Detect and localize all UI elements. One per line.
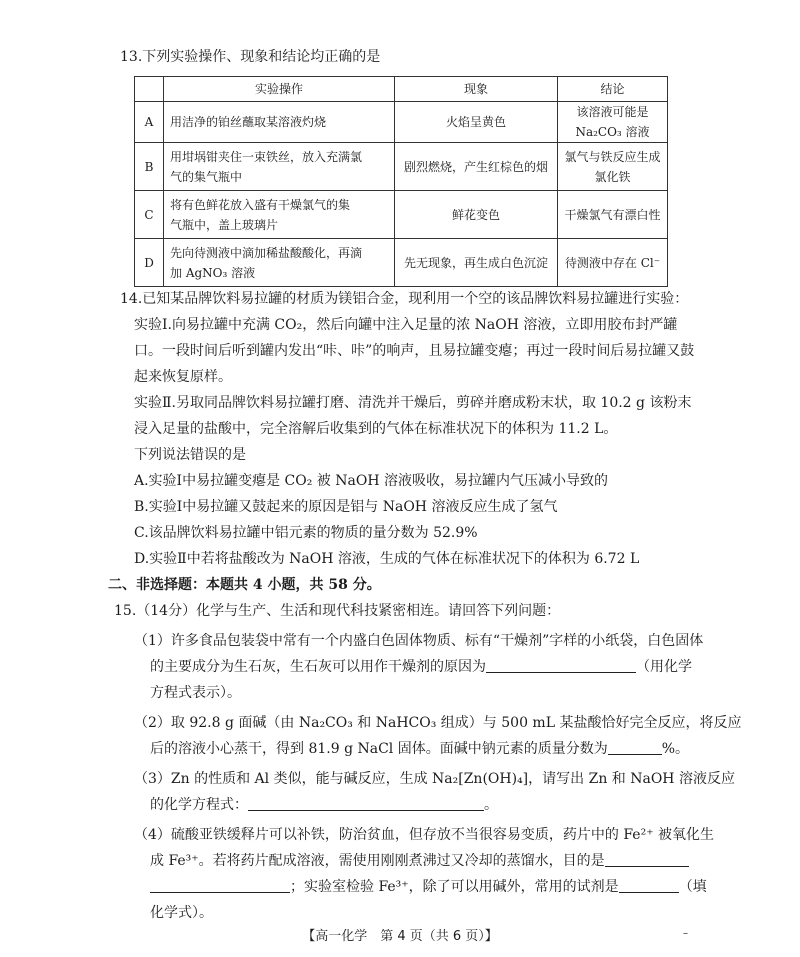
- operation-line: 气的集气瓶中: [170, 169, 243, 184]
- q15-part2-line: [150, 738, 689, 758]
- answer-blank[interactable]: [608, 740, 662, 755]
- table-row: [135, 191, 668, 239]
- q15-part4-line: （4）硫酸亚铁缓释片可以补铁，防治贫血，但存放不当很容易变质，药片中的 Fe²⁺ 被氧化生: [134, 827, 715, 843]
- q15-part2-line: （2）取 92.8 g 面碱（由 Na₂CO₃ 和 NaHCO₃ 组成）与 500 mL 某盐酸恰好完全反应，将反应: [134, 715, 742, 731]
- table-header-conclusion: 结论: [558, 77, 668, 102]
- q15-part4-text: （填: [678, 879, 707, 895]
- phenomenon-cell: 鲜花变色: [395, 191, 558, 239]
- q15-part1-text: 的主要成分为生石灰，生石灰可以用作干燥剂的原因为: [150, 659, 486, 675]
- table-row: [135, 239, 668, 287]
- corner-mark: –: [683, 928, 688, 939]
- q15-part3-text: 。: [484, 797, 498, 813]
- q14-option-d: D.实验Ⅱ中若将盐酸改为 NaOH 溶液，生成的气体在标准状况下的体积为 6.72 L: [134, 551, 640, 567]
- operation-cell: [164, 143, 395, 191]
- q15-part4-text: 成 Fe³⁺。若将药片配成溶液，需使用刚刚煮沸过又冷却的蒸馏水，目的是: [150, 853, 605, 869]
- phenomenon-cell: 火焰呈黄色: [395, 102, 558, 143]
- operation-line: 用坩埚钳夹住一束铁丝，放入充满氯: [170, 149, 363, 164]
- option-letter: A: [135, 102, 164, 143]
- option-letter: D: [135, 239, 164, 287]
- conclusion-cell: 该溶液可能是 Na₂CO₃ 溶液: [558, 102, 668, 143]
- table-header-blank: [135, 77, 164, 102]
- q15-part4-text: ；实验室检验 Fe³⁺，除了可以用碱外，常用的试剂是: [290, 879, 619, 895]
- q14-text-line: 起来恢复原样。: [134, 369, 232, 385]
- table-header-operation: 实验操作: [164, 77, 395, 102]
- q15-part4-line: [150, 876, 707, 896]
- q15-intro: 15.（14分）化学与生产、生活和现代科技紧密相连。请回答下列问题：: [114, 603, 561, 619]
- q15-part2-text: 后的溶液小心蒸干，得到 81.9 g NaCl 固体。面碱中钠元素的质量分数为: [150, 741, 608, 757]
- table-row: [135, 102, 668, 143]
- answer-blank[interactable]: [248, 796, 484, 811]
- conclusion-cell: 待测液中存在 Cl⁻: [558, 239, 668, 287]
- q15-part4-line: [150, 850, 689, 870]
- q15-part3-line: [150, 794, 498, 814]
- q13-table: [134, 76, 668, 287]
- q14-option-b: B.实验Ⅰ中易拉罐又鼓起来的原因是铝与 NaOH 溶液反应生成了氢气: [134, 499, 558, 515]
- q15-part1-line: 方程式表示）。: [150, 685, 241, 701]
- operation-cell: [164, 191, 395, 239]
- operation-line: 先向待测液中滴加稀盐酸酸化，再滴: [170, 245, 363, 260]
- option-letter: B: [135, 143, 164, 191]
- q14-text-line: 实验Ⅱ.另取同品牌饮料易拉罐打磨、清洗并干燥后，剪碎并磨成粉末状，取 10.2 g 该粉末: [134, 395, 692, 411]
- phenomenon-cell: 先无现象，再生成白色沉淀: [395, 239, 558, 287]
- q15-part1-line: [150, 656, 692, 676]
- q14-stem: 14.已知某品牌饮料易拉罐的材质为镁铝合金，现利用一个空的该品牌饮料易拉罐进行实验：: [120, 291, 689, 307]
- q14-option-a: A.实验Ⅰ中易拉罐变瘪是 CO₂ 被 NaOH 溶液吸收，易拉罐内气压减小导致的: [134, 473, 608, 489]
- q15-part2-text: %。: [661, 741, 690, 757]
- q14-text-line: 浸入足量的盐酸中，完全溶解后收集到的气体在标准状况下的体积为 11.2 L。: [134, 421, 618, 437]
- table-row: [135, 143, 668, 191]
- conclusion-cell: 干燥氯气有漂白性: [558, 191, 668, 239]
- operation-line: 用洁净的铂丝蘸取某溶液灼烧: [170, 115, 327, 129]
- q15-part3-text: 的化学方程式：: [150, 797, 248, 813]
- option-letter: C: [135, 191, 164, 239]
- q15-part3-line: （3）Zn 的性质和 Al 类似，能与碱反应，生成 Na₂[Zn(OH)₄]，请写出 Zn 和 NaOH 溶液反应: [134, 771, 735, 787]
- answer-blank[interactable]: [486, 658, 636, 673]
- answer-blank[interactable]: [605, 852, 689, 867]
- section-heading: 二、非选择题：本题共 4 小题，共 58 分。: [108, 577, 381, 593]
- conclusion-cell: 氯气与铁反应生成氯化铁: [558, 143, 668, 191]
- q14-option-c: C.该品牌饮料易拉罐中铝元素的物质的量分数为 52.9%: [134, 525, 478, 541]
- q14-text-line: 实验Ⅰ.向易拉罐中充满 CO₂，然后向罐中注入足量的浓 NaOH 溶液，立即用胶布封严罐: [134, 317, 678, 333]
- operation-line: 将有色鲜花放入盛有干燥氯气的集: [170, 197, 351, 212]
- page-footer: 【高一化学 第 4 页（共 6 页）】: [302, 929, 498, 944]
- q15-part4-line: 化学式）。: [150, 905, 213, 921]
- q15-part1-text: （用化学: [636, 659, 692, 675]
- q14-text-line: 口。一段时间后听到罐内发出“咔、咔”的响声，且易拉罐变瘪；再过一段时间后易拉罐又鼓: [134, 343, 695, 359]
- operation-line: 加 AgNO₃ 溶液: [170, 265, 256, 280]
- q15-part1-line: （1）许多食品包装袋中常有一个内盛白色固体物质、标有“干燥剂”字样的小纸袋，白色固体: [134, 633, 704, 649]
- q14-question: 下列说法错误的是: [134, 447, 246, 463]
- operation-cell: [164, 239, 395, 287]
- operation-line: 气瓶中，盖上玻璃片: [170, 217, 279, 232]
- table-header-row: [135, 77, 668, 102]
- q13-stem: 13.下列实验操作、现象和结论均正确的是: [120, 49, 381, 65]
- answer-blank[interactable]: [150, 878, 290, 893]
- answer-blank[interactable]: [619, 878, 679, 893]
- phenomenon-cell: 剧烈燃烧，产生红棕色的烟: [395, 143, 558, 191]
- table-header-phenomenon: 现象: [395, 77, 558, 102]
- operation-cell: [164, 102, 395, 143]
